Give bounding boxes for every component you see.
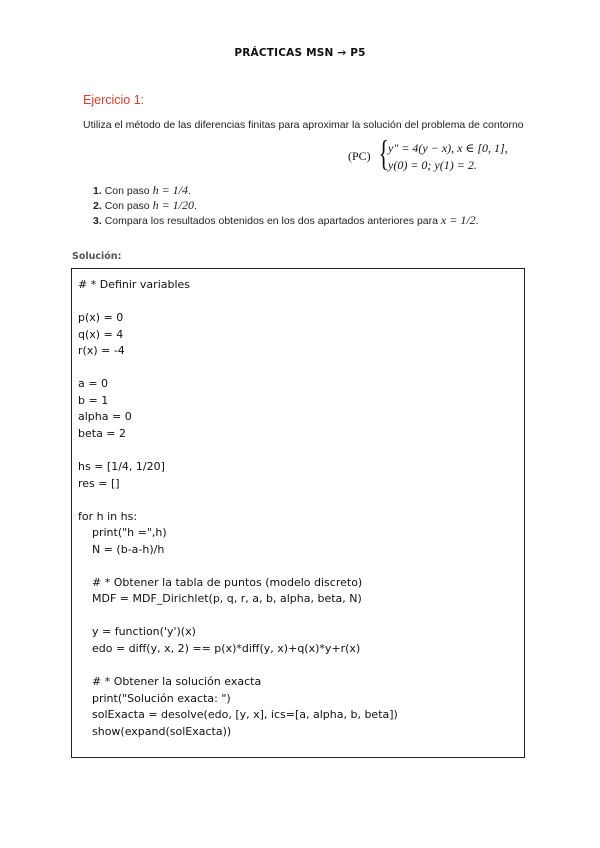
- code-line: solExacta = desolve(edo, [y, x], ics=[a, alpha, b, beta]): [78, 708, 398, 722]
- code-line: q(x) = 4: [78, 327, 124, 341]
- code-line: print("Solución exacta: "): [78, 691, 231, 705]
- code-line: MDF = MDF_Dirichlet(p, q, r, a, b, alpha, beta, N): [78, 592, 362, 606]
- code-line: [78, 608, 518, 625]
- problem-label: (PC): [348, 149, 371, 163]
- item-math: h = 1/4: [152, 183, 188, 197]
- code-line: [78, 658, 518, 675]
- code-line: y = function('y')(x): [78, 625, 196, 639]
- item-tail: .: [194, 200, 197, 212]
- exercise-item: [93, 198, 479, 213]
- code-line: for h in hs:: [78, 509, 138, 523]
- code-line: res = []: [78, 476, 120, 490]
- code-line: show(expand(solExacta)): [78, 724, 232, 738]
- document-title: PRÁCTICAS MSN → P5: [234, 47, 366, 59]
- code-line: alpha = 0: [78, 410, 132, 424]
- code-line: [78, 492, 518, 509]
- item-number: 1.: [93, 185, 102, 197]
- item-text: Compara los resultados obtenidos en los dos apartados anteriores para: [104, 215, 441, 227]
- code-line: p(x) = 0: [78, 311, 124, 325]
- code-line: N = (b-a-h)/h: [78, 542, 165, 556]
- code-block: [71, 268, 525, 758]
- exercise-item: [93, 213, 479, 228]
- exercise-item: [93, 183, 479, 198]
- code-line: # * Obtener la solución exacta: [78, 675, 262, 689]
- item-number: 2.: [93, 200, 102, 212]
- code-line: b = 1: [78, 393, 109, 407]
- item-number: 3.: [93, 215, 102, 227]
- code-line: # * Definir variables: [78, 278, 191, 291]
- boundary-conditions: y(0) = 0; y(1) = 2.: [388, 158, 477, 172]
- exercise-intro: Utiliza el método de las diferencias finitas para aproximar la solución del problema de contorno: [83, 119, 524, 131]
- code-line: [78, 558, 518, 575]
- code-line: [78, 442, 518, 459]
- code-line: [78, 294, 518, 311]
- code-line: beta = 2: [78, 426, 127, 440]
- item-tail: .: [188, 185, 191, 197]
- item-text: Con paso: [104, 185, 153, 197]
- exercise-items: [93, 183, 479, 228]
- code-line: # * Obtener la tabla de puntos (modelo discreto): [78, 575, 363, 589]
- brace-symbol: {: [378, 133, 389, 173]
- code-line: print("h =",h): [78, 526, 167, 540]
- code-line: edo = diff(y, x, 2) == p(x)*diff(y, x)+q(x)*y+r(x): [78, 642, 361, 656]
- code-line: hs = [1/4, 1/20]: [78, 460, 165, 474]
- item-tail: .: [475, 215, 479, 227]
- code-line: a = 0: [78, 377, 108, 391]
- item-math: h = 1/20: [152, 198, 194, 212]
- code-line: r(x) = -4: [78, 344, 125, 358]
- solution-label: Solución:: [72, 251, 122, 262]
- code-line: [78, 360, 518, 377]
- exercise-title: Ejercicio 1:: [83, 93, 145, 107]
- item-math: x = 1/2: [440, 213, 476, 227]
- code-lines: [78, 277, 518, 740]
- problem-equation: y″ = 4(y − x), x ∈ [0, 1],: [388, 141, 508, 155]
- item-text: Con paso: [104, 200, 153, 212]
